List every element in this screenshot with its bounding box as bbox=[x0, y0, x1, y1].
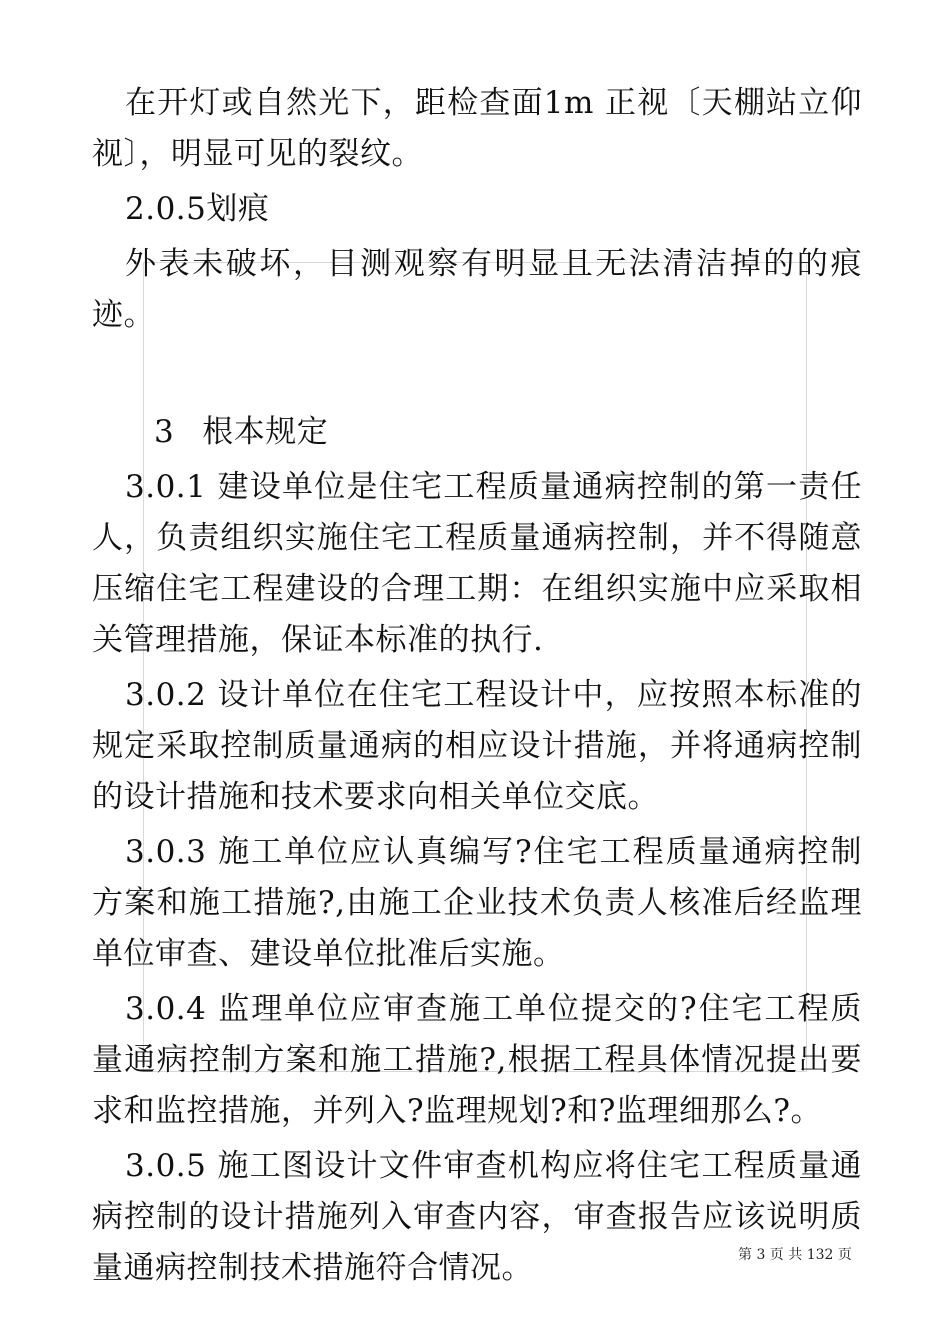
page-footer: 第 3 页 共 132 页 bbox=[738, 1247, 852, 1263]
paragraph-3-0-1: 3.0.1 建设单位是住宅工程质量通病控制的第一责任人，负责组织实施住宅工程质量通病控制，并不得随意压缩住宅工程建设的合理工期：在组织实施中应采取相关管理措施，保证本标准的执行. bbox=[92, 469, 862, 658]
section-gap bbox=[92, 345, 862, 407]
paragraph-2: 2.0.5划痕 bbox=[125, 191, 270, 227]
section-number: 3 bbox=[154, 414, 175, 450]
document-body bbox=[92, 78, 862, 1298]
paragraph-3-0-3: 3.0.3 施工单位应认真编写?住宅工程质量通病控制方案和施工措施?,由施工企业技术负责人核准后经监理单位审查、建设单位批准后实施。 bbox=[92, 834, 862, 972]
paragraph-3-0-2: 3.0.2 设计单位在住宅工程设计中，应按照本标准的规定采取控制质量通病的相应设计措施，并将通病控制的设计措施和技术要求向相关单位交底。 bbox=[92, 677, 862, 815]
paragraph-3-0-5: 3.0.5 施工图设计文件审查机构应将住宅工程质量通病控制的设计措施列入审查内容，审查报告应该说明质量通病控制技术措施符合情况。 bbox=[92, 1148, 862, 1286]
section-title: 根本规定 bbox=[202, 414, 329, 450]
paragraph-3-0-4: 3.0.4 监理单位应审查施工单位提交的?住宅工程质量通病控制方案和施工措施?,根据工程具体情况提出要求和监控措施，并列入?监理规划?和?监理细那么?。 bbox=[92, 991, 862, 1129]
paragraph-1: 在开灯或自然光下，距检查面1m 正视〔天棚站立仰视〕，明显可见的裂纹。 bbox=[92, 85, 862, 172]
section-heading bbox=[92, 407, 862, 458]
paragraph-3: 外表未破坏，目测观察有明显且无法清洁掉的的痕迹。 bbox=[92, 246, 862, 333]
